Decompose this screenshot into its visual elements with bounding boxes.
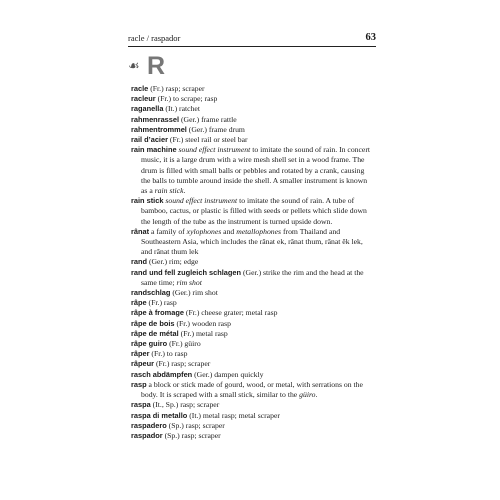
entry-definition: a family of xyxy=(151,226,187,236)
entry-term: rand und fell zugleich schlagen xyxy=(131,267,242,277)
entry-term: râpe xyxy=(131,298,147,308)
cross-reference: rim shot xyxy=(176,277,202,287)
entry-term: râpe à fromage xyxy=(131,308,184,318)
entry-definition: to imitate the sound of rain. A tube of bamboo, cactus, or plastic is filled with seeds or pellets which slide down the length of the tube as the instrument is turned upside down. xyxy=(141,196,367,226)
entry xyxy=(131,145,374,196)
entry-term: raganella xyxy=(131,104,164,114)
entry xyxy=(131,115,374,125)
entry-definition: (Ger.) frame rattle xyxy=(181,114,237,124)
header-rule xyxy=(128,46,376,47)
entry xyxy=(131,298,374,308)
entry xyxy=(131,349,374,359)
entry xyxy=(131,339,374,349)
entry-definition: (Sp.) rasp; scraper xyxy=(168,420,225,430)
entry-definition: (Fr.) rasp; scraper xyxy=(150,84,205,93)
entry-term: raspa di metallo xyxy=(131,410,188,420)
entry xyxy=(131,319,374,329)
entry-term: randschlag xyxy=(131,288,171,298)
entry-definition: (Ger.) rim shot xyxy=(172,288,218,298)
cross-reference: sound effect instrument xyxy=(165,196,238,206)
entry-term: rasp xyxy=(131,379,147,389)
entry-definition: (Ger.) dampen quickly xyxy=(194,369,264,379)
entry-definition: (Ger.) strike the rim and the head at the same time; xyxy=(141,267,364,287)
entry-definition: (Fr.) rasp xyxy=(148,298,177,308)
entry xyxy=(131,370,374,380)
entry xyxy=(131,104,374,114)
entry xyxy=(131,400,374,410)
entry xyxy=(131,227,374,258)
entry-definition: (Fr.) to rasp xyxy=(151,349,188,359)
entry-definition: and xyxy=(223,226,237,236)
entry xyxy=(131,135,374,145)
entry-definition: (Fr.) güiro xyxy=(169,339,201,349)
entry-definition-end: . xyxy=(315,390,318,400)
cross-reference: güiro xyxy=(299,390,316,400)
page-header xyxy=(128,33,376,47)
entry-definition: (It., Sp.) rasp; scraper xyxy=(152,400,220,410)
entry xyxy=(131,268,374,288)
entry xyxy=(131,380,374,400)
entry-term: râpeur xyxy=(131,359,155,369)
entry xyxy=(131,125,374,135)
entry-term: raspador xyxy=(131,430,163,440)
entry-term: rain machine xyxy=(131,145,177,155)
entry xyxy=(131,359,374,369)
entry-definition: (Ger.) frame drum xyxy=(188,124,245,134)
entry-definition: (Fr.) steel rail or steel bar xyxy=(169,135,248,145)
entry-term: râper xyxy=(131,349,150,359)
entry-definition: to imitate the sound of rain. In concert music, it is a large drum with a wire mesh shell set in a wood frame. The drum is filled with small balls or pebbles and rotated by a crank, causing the balls to tumble around inside the shell. A smaller instrument is known as a xyxy=(141,145,371,196)
entry-definition-end: . xyxy=(183,186,186,196)
cross-reference: rain stick xyxy=(154,186,184,196)
entry-term: rahmentrommel xyxy=(131,124,187,134)
entry xyxy=(131,431,374,441)
cross-reference: xylophones xyxy=(186,226,222,236)
entry xyxy=(131,94,374,104)
entry-term: racle xyxy=(131,84,149,93)
entry-term: rain stick xyxy=(131,196,164,206)
entry-term: raspa xyxy=(131,400,151,410)
entry xyxy=(131,421,374,431)
entry-definition: (It.) ratchet xyxy=(165,104,200,114)
cross-reference: metallophones xyxy=(236,226,282,236)
entry-definition: a block or stick made of gourd, wood, or metal, with serrations on the body. It is scraped with a small stick, similar to the xyxy=(141,379,363,400)
page-number: 63 xyxy=(365,32,376,43)
section-letter: R xyxy=(147,52,166,80)
entry-term: rail d’acier xyxy=(131,135,168,145)
cross-reference: sound effect instrument xyxy=(178,145,251,155)
entry-term: râpe guiro xyxy=(131,339,168,349)
entry-definition: (Ger.) rim; edge xyxy=(148,257,199,267)
entry xyxy=(131,308,374,318)
entry-term: rand xyxy=(131,257,148,267)
dictionary-entries xyxy=(131,84,374,441)
entry-term: rasch abdämpfen xyxy=(131,369,193,379)
entry-term: rânat xyxy=(131,226,150,236)
entry-definition: (Fr.) rasp; scraper xyxy=(155,359,211,369)
entry-definition: (Fr.) to scrape; rasp xyxy=(157,94,218,104)
entry-term: rahmenrassel xyxy=(131,114,180,124)
fleuron-icon: ☙ xyxy=(128,58,140,73)
entry-definition: (It.) metal rasp; metal scraper xyxy=(189,410,280,420)
entry-term: râpe de bois xyxy=(131,318,175,328)
entry-definition: (Fr.) wooden rasp xyxy=(176,318,231,328)
entry xyxy=(131,288,374,298)
running-head: racle / raspador xyxy=(128,33,181,43)
entry-term: râpe de métal xyxy=(131,328,179,338)
entry xyxy=(131,196,374,227)
entry xyxy=(131,257,374,267)
entry-definition: (Sp.) rasp; scraper xyxy=(164,430,221,440)
entry-term: raspadero xyxy=(131,420,167,430)
entry xyxy=(131,84,374,94)
entry xyxy=(131,329,374,339)
entry-definition: (Fr.) cheese grater; metal rasp xyxy=(185,308,278,318)
entry xyxy=(131,411,374,421)
entry-term: racleur xyxy=(131,94,156,104)
entry-definition: (Fr.) metal rasp xyxy=(180,328,228,338)
entry-definition: from Thailand and Southeastern Asia, which includes the rânat ek, rânat thum, rânat ěk lek, and rânat thum lek xyxy=(141,226,363,257)
